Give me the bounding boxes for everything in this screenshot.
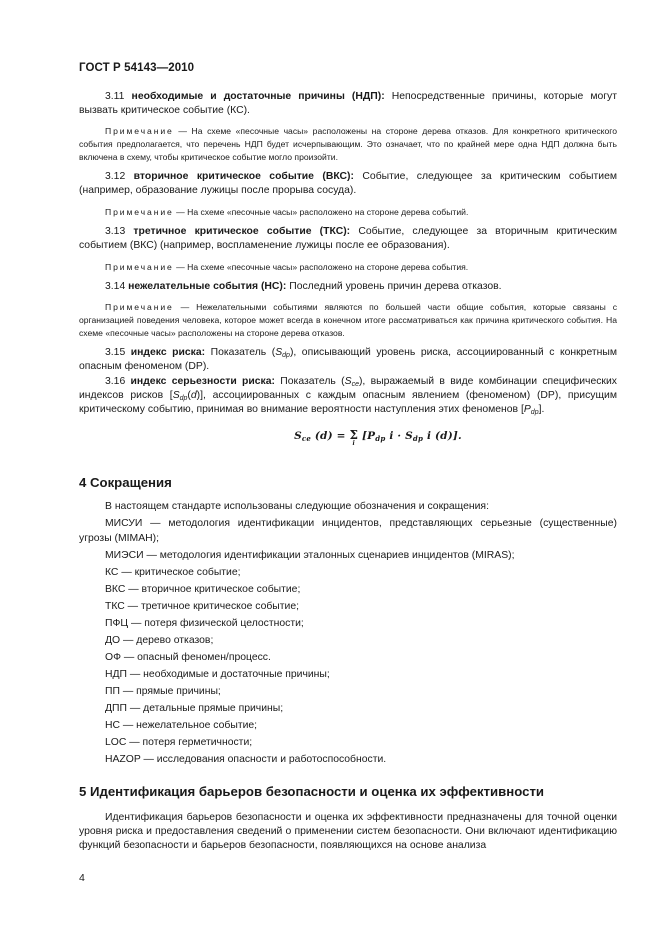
abbreviations-intro: В настоящем стандарте использованы следующие обозначения и сокращения: [105, 501, 489, 513]
page-number: 4 [79, 872, 85, 884]
definition-3-16: 3.16 индекс серьезности риска: Показатель $(S_{ce})$, выражаемый в виде комбинации специфических индексов рисков $[S_{dp}(d)]$, ассоциированных с каждым опасным явлением (феноменом) (DP), присущим критическому событию, принимая во внимание вероятности наступления этих феноменов $[P_{dp}]$. [79, 375, 617, 416]
section-5-heading: 5 Идентификация барьеров безопасности и оценка их эффективности [79, 783, 545, 799]
list-item: ВКС — вторичное критическое событие; [105, 583, 301, 595]
abbreviations-list [79, 517, 617, 766]
definition-3-13: 3.13 третичное критическое событие (ТКС): Событие, следующее за вторичным критическим событием (ВКС) (например, воспламенение лужицы после ее образования). [79, 226, 617, 252]
definition-3-14: 3.14 нежелательные события (НС): Последний уровень причин дерева отказов. [105, 281, 502, 293]
note: Примечание — На схеме «песочные часы» расположено на стороне дерева события. [105, 261, 469, 272]
term: вторичное критическое событие (ВКС): [133, 171, 354, 183]
list-item: LOC — потеря герметичности; [105, 736, 253, 748]
note: Примечание — Нежелательными событиями являются по большей части общие события, которые связаны с организацией поведения человека, которое может всегда в конечном итоге рассматриваться как причина критического события. На схеме «песочные часы» расположены на стороне дерева отказов. [79, 302, 618, 338]
definition-3-11: 3.11 необходимые и достаточные причины (НДП): Непосредственные причины, которые могут вызвать критическое событие (КС). [79, 91, 617, 117]
list-item: НС — нежелательное событие; [105, 719, 258, 731]
standard-header: ГОСТ Р 54143—2010 [79, 62, 195, 74]
term: необходимые и достаточные причины (НДП): [131, 91, 385, 102]
term: индекс серьезности риска: [130, 375, 275, 387]
note: Примечание — На схеме «песочные часы» расположены на стороне дерева отказов. Для конкретного критического события предполагается, что перечень НДП будет исчерпывающим. Это означает, что по крайней мере одна НДП должна быть включена в схему, чтобы критическое событие могло произойти. [79, 126, 618, 162]
list-item: ОФ — опасный феномен/процесс. [105, 651, 271, 663]
list-item: HAZOP — исследования опасности и работоспособности. [105, 753, 387, 765]
list-item: ТКС — третичное критическое событие; [105, 600, 300, 612]
definition-3-15: 3.15 индекс риска: Показатель $(S_{dp})$, описывающий уровень риска, ассоциированный с конкретным опасным феноменом (DP). [79, 347, 617, 373]
list-item: ПП — прямые причины; [105, 685, 221, 697]
list-item: НДП — необходимые и достаточные причины; [105, 668, 330, 680]
list-item: МИСУИ — методология идентификации инцидентов, представляющих серьезные (существенные) угрозы (MIMAH); [79, 518, 617, 544]
list-item: ДО — дерево отказов; [105, 634, 214, 646]
note: Примечание — На схеме «песочные часы» расположено на стороне дерева событий. [105, 206, 469, 217]
list-item: МИЭСИ — методология идентификации эталонных сценариев инцидентов (MIRAS); [105, 549, 515, 561]
list-item: ДПП — детальные прямые причины; [105, 702, 284, 714]
section-4-heading: 4 Сокращения [79, 475, 172, 491]
document-body [79, 90, 617, 853]
term: индекс риска: [130, 347, 206, 359]
list-item: ПФЦ — потеря физической целостности; [105, 617, 304, 629]
term: третичное критическое событие (ТКС): [133, 226, 351, 238]
term: нежелательные события (НС): [128, 281, 287, 293]
list-item: КС — критическое событие; [105, 566, 241, 578]
risk-severity-formula: $S_{ce}$ (d) = Σ i [$P_{dp}$ $i \cdot S_{dp}$ i (d)]. [294, 428, 462, 448]
definition-3-12: 3.12 вторичное критическое событие (ВКС): Событие, следующее за критическим событием (например, образование лужицы после прорыва сосуда). [79, 171, 618, 197]
section-5-text: Идентификация барьеров безопасности и оценка их эффективности предназначены для точной оценки уровня риска и предоставления сведений о применении систем безопасности. Они включают идентификацию функций безопасности и барьеров безопасности, появляющихся на основе анализа [79, 811, 617, 851]
